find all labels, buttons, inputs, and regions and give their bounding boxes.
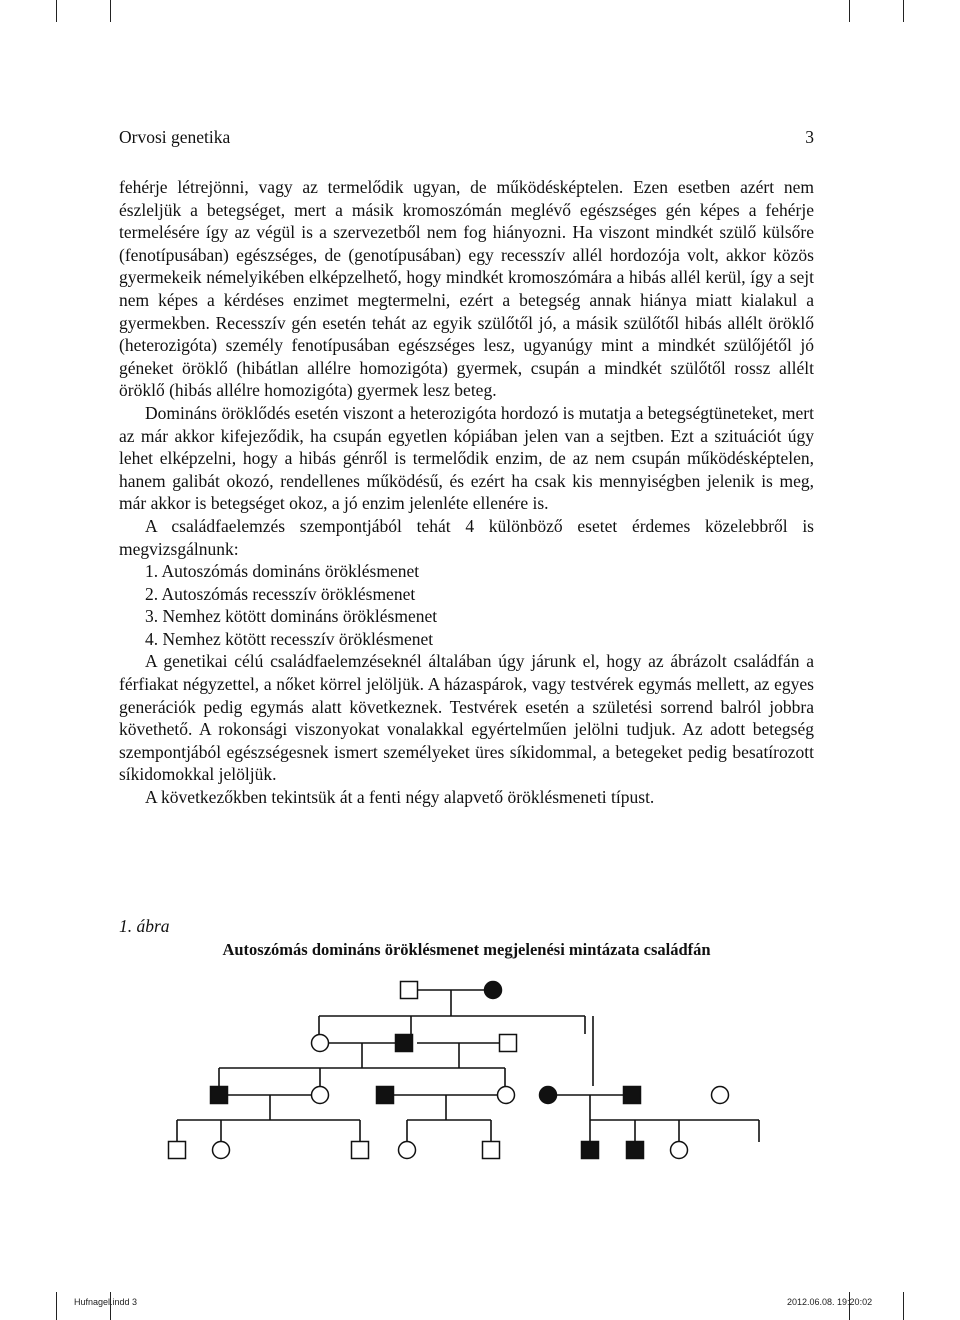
crop-mark	[903, 0, 904, 22]
paragraph: A genetikai célú családfaelemzéseknél általában úgy járunk el, hogy az ábrázolt családfán a férfiakat négyzettel, a nőket körrel jelöljük. A házaspárok, vagy testvérek egymás mellett, az egyes generációk pedig egymás alatt következnek. Testvérek esetén a születési sorrend balról jobbra követhető. A rokonsági viszonyokat vonalakkal egyértelműen jelölni tudjuk. Az adott betegség szempontjából egészségesnek ismert személyeket üres síkidommal, a betegeket pedig besatírozott síkidomokkal jelöljük.	[119, 651, 814, 785]
healthy-male-square	[401, 982, 418, 999]
paragraph: A családfaelemzés szempontjából tehát 4 különböző esetet érdemes közelebbről is megvizsgálnunk:	[119, 515, 814, 559]
healthy-female-circle	[312, 1087, 329, 1104]
affected-male-square	[396, 1035, 413, 1052]
running-header	[119, 127, 814, 151]
page-number: 3	[805, 127, 814, 147]
crop-mark	[56, 0, 57, 22]
body-text	[119, 176, 814, 809]
crop-mark	[56, 1292, 57, 1320]
healthy-female-circle	[498, 1087, 515, 1104]
paragraph: fehérje létrejönni, vagy az termelődik ugyan, de működésképtelen. Ezen esetben azért nem észleljük a betegséget, mert a másik kromoszómán meglévő egészséges gén képes a fehérje termelésére így az végül is a szervezetből nem fog hiányozni. Ha viszont mindkét szülő külsőre (fenotípusában) egészséges, de (genotípusában) egy recesszív allél hordozója volt, akkor közös gyermekeik némelyikében elképzelhető, hogy mindkét kromoszómára a hibás allél kerül, így a sejt nem képes a kérdéses enzimet megtermelni, ezért a betegség annak hiánya miatt kialakul a gyermekben. Recesszív gén esetén tehát az egyik szülőtől jó, a másik szülőtől hibás allélt öröklő (heterozigóta) személy fenotípusában egészséges lesz, ugyanúgy mint a mindkét szülőjétől jó géneket öröklő (hibátlan allélre homozigóta) gyermek, csupán a mindkét szülőtől rossz allélt öröklő (hibás allélre homozigóta) gyermek lesz beteg.	[119, 177, 814, 401]
running-title: Orvosi genetika	[119, 127, 231, 147]
pedigree-lines	[177, 990, 759, 1142]
healthy-female-circle	[671, 1142, 688, 1159]
healthy-female-circle	[399, 1142, 416, 1159]
healthy-female-circle	[312, 1035, 329, 1052]
list-item: 3. Nemhez kötött domináns öröklésmenet	[145, 606, 438, 627]
paragraph: A következőkben tekintsük át a fenti négy alapvető öröklésmeneti típust.	[145, 787, 655, 808]
affected-female-circle	[540, 1087, 557, 1104]
healthy-male-square	[483, 1142, 500, 1159]
affected-male-square	[582, 1142, 599, 1159]
crop-mark	[110, 0, 111, 22]
pedigree-diagram	[0, 960, 960, 1200]
figure-title: Autoszómás domináns öröklésmenet megjelenési mintázata családfán	[222, 940, 711, 959]
paragraph: Domináns öröklődés esetén viszont a heterozigóta hordozó is mutatja a betegségtüneteket, mert az már akkor kifejeződik, ha csupán egyetlen kópiában jelen van a sejtben. Ezt a szituációt úgy lehet elképzelni, hogy a hibás génről is termelődik enzim, de az nem csupán működésképtelen, hanem galibát okozó, rendellenes működésű, és ezért ha csak kis mennyiségben jelenik is meg, már akkor is betegséget okoz, a jó enzim jelenléte ellenére is.	[119, 402, 814, 514]
list-item: 4. Nemhez kötött recesszív öröklésmenet	[145, 628, 434, 649]
list-item: 1. Autoszómás domináns öröklésmenet	[145, 561, 420, 582]
healthy-male-square	[352, 1142, 369, 1159]
slug-date: 2012.06.08. 19:20:02	[787, 1297, 873, 1307]
healthy-male-square	[500, 1035, 517, 1052]
affected-male-square	[211, 1087, 228, 1104]
healthy-female-circle	[213, 1142, 230, 1159]
affected-female-circle	[485, 982, 502, 999]
affected-male-square	[624, 1087, 641, 1104]
healthy-female-circle	[712, 1087, 729, 1104]
healthy-male-square	[169, 1142, 186, 1159]
affected-male-square	[377, 1087, 394, 1104]
list-item: 2. Autoszómás recesszív öröklésmenet	[145, 583, 416, 604]
affected-male-square	[627, 1142, 644, 1159]
slug-file: Hufnagel.indd 3	[74, 1297, 138, 1307]
pedigree-nodes	[169, 982, 729, 1159]
crop-mark	[903, 1292, 904, 1320]
crop-mark	[849, 0, 850, 22]
figure-label: 1. ábra	[119, 916, 170, 936]
